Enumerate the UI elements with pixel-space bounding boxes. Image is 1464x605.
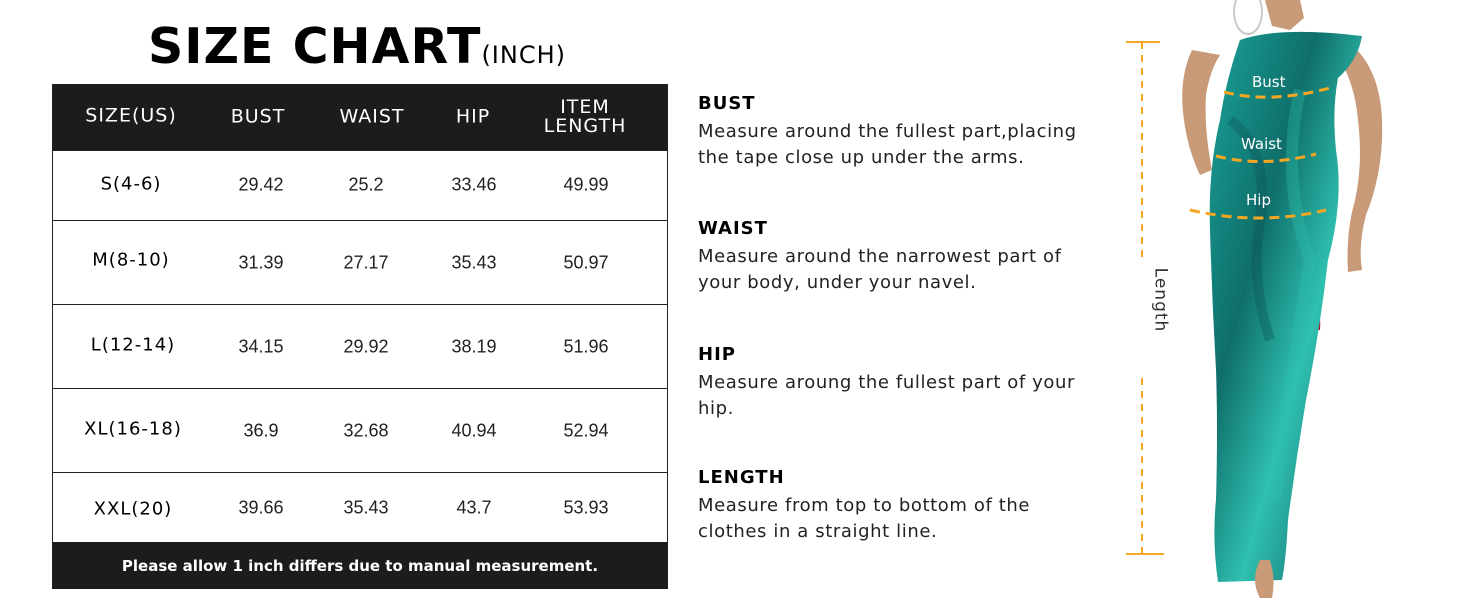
size-cell: L(12-14) — [90, 334, 176, 356]
header-item-length: ITEM LENGTH — [543, 96, 627, 137]
guide-bust — [698, 93, 1098, 171]
page-title — [148, 18, 566, 75]
bust-cell: 36.9 — [243, 420, 279, 441]
size-cell: M(8-10) — [92, 249, 170, 271]
length-cell: 50.97 — [563, 252, 609, 273]
dress-figure — [1100, 0, 1464, 600]
table-row — [53, 388, 667, 472]
hip-cell: 43.7 — [456, 497, 492, 518]
hip-cell: 40.94 — [451, 420, 497, 441]
size-table — [52, 84, 668, 589]
waist-cell: 32.68 — [343, 420, 389, 441]
hip-cell: 38.19 — [451, 336, 497, 357]
guide-text: Measure aroung the fullest part of your hip. — [698, 372, 1076, 419]
table-row — [53, 150, 667, 220]
waist-cell: 27.17 — [343, 252, 389, 273]
hip-cell: 35.43 — [451, 252, 497, 273]
table-row — [53, 304, 667, 388]
guide-text: Measure around the narrowest part of your body, under your navel. — [698, 246, 1062, 293]
waist-cell: 29.92 — [343, 336, 389, 357]
header-bust: BUST — [230, 105, 286, 128]
guide-heading: LENGTH — [698, 467, 785, 488]
length-cell: 51.96 — [563, 336, 609, 357]
length-label: Length — [1150, 267, 1171, 333]
table-row — [53, 220, 667, 304]
hip-label: Hip — [1246, 191, 1271, 209]
guide-heading: HIP — [698, 344, 736, 365]
guide-waist — [698, 218, 1098, 296]
length-cell: 49.99 — [563, 174, 609, 195]
guide-length — [698, 467, 1098, 545]
title-main: SIZE CHART — [148, 18, 482, 75]
header-hip: HIP — [455, 105, 491, 128]
guide-text: Measure around the fullest part,placing the tape close up under the arms. — [698, 121, 1077, 168]
waist-cell: 25.2 — [348, 174, 384, 195]
table-header — [53, 85, 667, 150]
table-row — [53, 472, 667, 542]
table-footnote: Please allow 1 inch differs due to manual measurement. — [53, 542, 667, 589]
length-cell: 53.93 — [563, 497, 609, 518]
guide-text: Measure from top to bottom of the clothes in a straight line. — [698, 495, 1031, 542]
bust-label: Bust — [1252, 73, 1286, 91]
size-cell: XL(16-18) — [84, 418, 182, 440]
size-cell: S(4-6) — [100, 173, 162, 195]
bust-cell: 39.66 — [238, 497, 284, 518]
header-size: SIZE(US) — [85, 104, 177, 127]
guide-hip — [698, 344, 1098, 422]
bust-cell: 31.39 — [238, 252, 284, 273]
guide-heading: BUST — [698, 93, 756, 114]
size-cell: XXL(20) — [93, 498, 173, 520]
waist-label: Waist — [1241, 135, 1282, 153]
guide-heading: WAIST — [698, 218, 768, 239]
hip-cell: 33.46 — [451, 174, 497, 195]
title-unit: (INCH) — [481, 41, 566, 69]
length-cell: 52.94 — [563, 420, 609, 441]
bust-cell: 29.42 — [238, 174, 284, 195]
header-waist: WAIST — [339, 105, 405, 128]
bust-cell: 34.15 — [238, 336, 284, 357]
waist-cell: 35.43 — [343, 497, 389, 518]
